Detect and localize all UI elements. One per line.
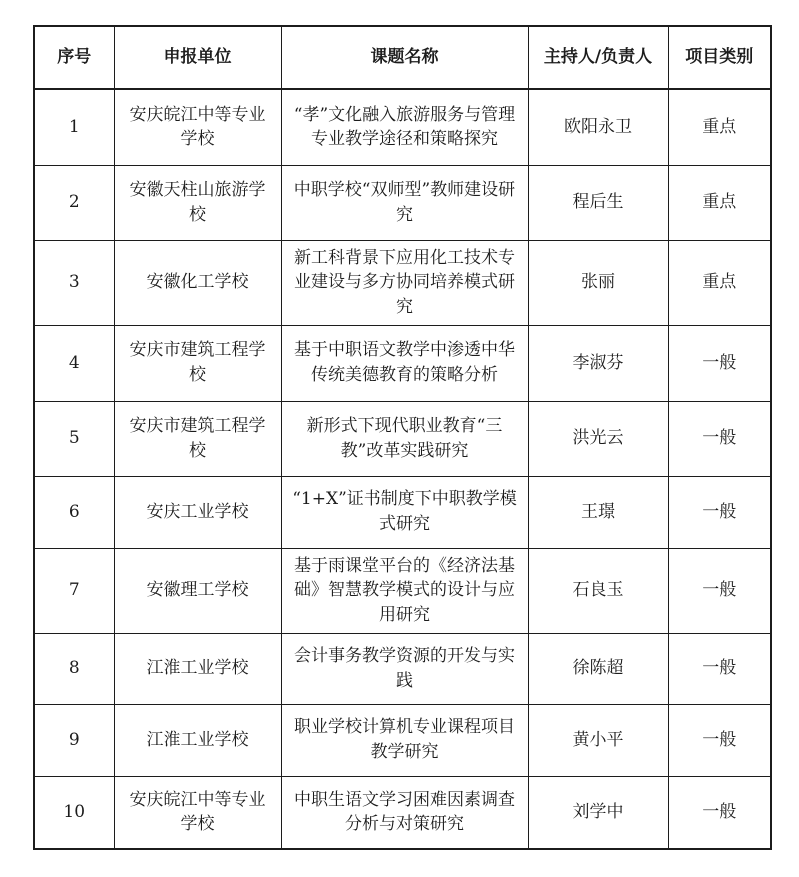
- table-row: [34, 240, 771, 325]
- header-applicant-unit: 申报单位: [114, 26, 281, 89]
- cell-project-title: 职业学校计算机专业课程项目教学研究: [281, 704, 528, 776]
- cell-serial-number: 10: [34, 776, 114, 849]
- cell-applicant-unit: 安庆工业学校: [114, 476, 281, 548]
- table-row: [34, 165, 771, 240]
- cell-project-title: 中职学校“双师型”教师建设研究: [281, 165, 528, 240]
- project-list-table: [33, 25, 772, 850]
- table-row: [34, 704, 771, 776]
- cell-leader: 李淑芬: [528, 325, 668, 401]
- cell-applicant-unit: 江淮工业学校: [114, 704, 281, 776]
- table-row: [34, 548, 771, 633]
- cell-project-title: “1+X”证书制度下中职教学模式研究: [281, 476, 528, 548]
- cell-leader: 欧阳永卫: [528, 89, 668, 165]
- cell-applicant-unit: 安庆市建筑工程学校: [114, 325, 281, 401]
- cell-applicant-unit: 安庆皖江中等专业学校: [114, 776, 281, 849]
- cell-applicant-unit: 安徽天柱山旅游学校: [114, 165, 281, 240]
- cell-leader: 徐陈超: [528, 633, 668, 704]
- cell-serial-number: 5: [34, 401, 114, 476]
- cell-serial-number: 4: [34, 325, 114, 401]
- table-row: [34, 325, 771, 401]
- header-serial-number: 序号: [34, 26, 114, 89]
- table-row: [34, 633, 771, 704]
- cell-project-category: 一般: [668, 476, 771, 548]
- cell-project-title: 新形式下现代职业教育“三教”改革实践研究: [281, 401, 528, 476]
- cell-leader: 程后生: [528, 165, 668, 240]
- cell-project-category: 一般: [668, 401, 771, 476]
- cell-serial-number: 1: [34, 89, 114, 165]
- cell-project-category: 一般: [668, 325, 771, 401]
- cell-leader: 刘学中: [528, 776, 668, 849]
- cell-applicant-unit: 安徽化工学校: [114, 240, 281, 325]
- cell-project-category: 重点: [668, 165, 771, 240]
- cell-project-title: “孝”文化融入旅游服务与管理专业教学途径和策略探究: [281, 89, 528, 165]
- cell-serial-number: 7: [34, 548, 114, 633]
- cell-applicant-unit: 安徽理工学校: [114, 548, 281, 633]
- cell-project-title: 基于中职语文教学中渗透中华传统美德教育的策略分析: [281, 325, 528, 401]
- cell-leader: 黄小平: [528, 704, 668, 776]
- header-leader: 主持人/负责人: [528, 26, 668, 89]
- cell-project-category: 一般: [668, 633, 771, 704]
- cell-project-category: 一般: [668, 548, 771, 633]
- table-header-row: [34, 26, 771, 89]
- cell-leader: 石良玉: [528, 548, 668, 633]
- header-project-title: 课题名称: [281, 26, 528, 89]
- cell-project-category: 重点: [668, 240, 771, 325]
- cell-leader: 张丽: [528, 240, 668, 325]
- cell-serial-number: 9: [34, 704, 114, 776]
- cell-applicant-unit: 安庆市建筑工程学校: [114, 401, 281, 476]
- table-row: [34, 401, 771, 476]
- cell-project-title: 基于雨课堂平台的《经济法基础》智慧教学模式的设计与应用研究: [281, 548, 528, 633]
- cell-serial-number: 3: [34, 240, 114, 325]
- cell-serial-number: 8: [34, 633, 114, 704]
- cell-serial-number: 2: [34, 165, 114, 240]
- cell-project-category: 重点: [668, 89, 771, 165]
- table-row: [34, 476, 771, 548]
- table-row: [34, 776, 771, 849]
- cell-project-title: 新工科背景下应用化工技术专业建设与多方协同培养模式研究: [281, 240, 528, 325]
- cell-project-title: 会计事务教学资源的开发与实践: [281, 633, 528, 704]
- cell-applicant-unit: 江淮工业学校: [114, 633, 281, 704]
- cell-project-category: 一般: [668, 704, 771, 776]
- cell-project-category: 一般: [668, 776, 771, 849]
- cell-leader: 王璟: [528, 476, 668, 548]
- cell-applicant-unit: 安庆皖江中等专业学校: [114, 89, 281, 165]
- cell-leader: 洪光云: [528, 401, 668, 476]
- cell-serial-number: 6: [34, 476, 114, 548]
- table-row: [34, 89, 771, 165]
- header-project-category: 项目类别: [668, 26, 771, 89]
- cell-project-title: 中职生语文学习困难因素调查分析与对策研究: [281, 776, 528, 849]
